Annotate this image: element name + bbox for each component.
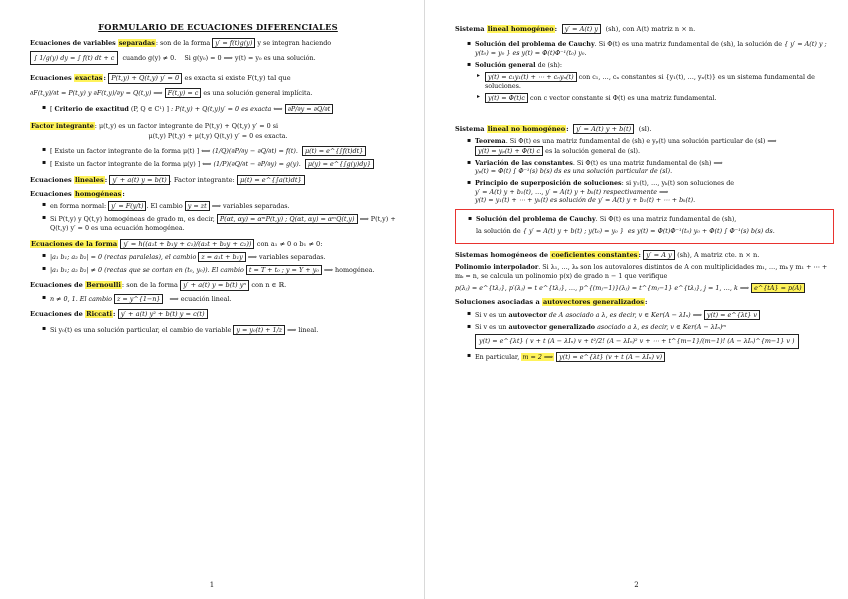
page-2 (425, 0, 848, 599)
form-parallel-box: z = a₁t + b₁y (198, 252, 245, 262)
highlighted-cauchy-box (455, 209, 834, 244)
form-crossing-box: t = T + t₀ ; y = Y + y₀ (246, 265, 322, 275)
riccati-change-box: y = y₀(t) + 1/z (233, 325, 285, 335)
generalized-eigenvector-solution: ▪ Si v es un autovector generalizado asociado a λ, es decir, v ∈ Ker(A − λIₙ)ᵐ y(t) = e^{λt} ( v + t (A − λIₙ) v + t²/2! (A − λIₙ)² v + ⋯ + t^{m−1}/(m−1)! (A − λIₙ)^{m−1} v ) (467, 323, 834, 349)
separable-integral-box: ∫ 1/g(y) dy = ∫ f(t) dt + c (30, 51, 118, 65)
page-number: 1 (209, 581, 215, 589)
particular-case-m2: ▪ En particular, m = 2 ⟹ y(t) = e^{λt} (v + t (A − λIₙ) v) (467, 352, 834, 362)
homogeneous-heading: Ecuaciones homogéneas: (30, 189, 125, 198)
riccati-form-box: y′ + a(t) y² + b(t) y = c(t) (118, 309, 208, 319)
document-title: FORMULARIO DE ECUACIONES DIFERENCIALES (98, 22, 338, 32)
generalized-eigenvectors-heading: Soluciones asociadas a autovectores generalizados: (455, 298, 648, 307)
constant-coefficients-box: y′ = A y (643, 250, 675, 260)
factor-case-y: ▪ [ Existe un factor integrante de la forma μ(y) ] ⟺ (1/P)(∂Q/∂t − ∂P/∂y) = g(y). μ(y) = e^{∫g(y)dy} (42, 159, 406, 169)
homogeneous-degree-m: ▪ Si P(t,y) y Q(t,y) homogéneas de grado m, es decir, P(αt, αy) = αᵐP(t,y) ; Q(αt, αy) = αᵐQ(t,y) ⟹ P(t,y) + Q(t,y) y′ = 0 es una ecuación homogénea. (42, 214, 406, 233)
riccati-change: ▪ Si y₀(t) es una solución particular, el cambio de variable y = y₀(t) + 1/z ⟹ lineal. (42, 325, 406, 335)
theorem-box: y(t) = yₚ(t) + Φ(t) c (475, 146, 543, 156)
variation-of-constants: ▪ Variación de las constantes. Si Φ(t) es una matriz fundamental de (sh) ⟹ yₚ(t) = Φ(t) ∫ Φ⁻¹(s) b(s) ds es una solución particular de (sl). (467, 159, 834, 176)
theorem: ▪ Teorema. Si Φ(t) es una matriz fundamental de (sh) e yₚ(t) una solución particular de (sl) ⟹ y(t) = yₚ(t) + Φ(t) c es la solución general de (sl). (467, 137, 834, 156)
factor-case-t: ▪ [ Existe un factor integrante de la forma μ(t) ] ⟺ (1/Q)(∂P/∂y − ∂Q/∂t) = f(t). μ(t) = e^{∫f(t)dt} (42, 146, 406, 156)
particular-case-box: y(t) = e^{λt} (v + t (A − λIₙ) v) (556, 352, 665, 362)
exact-condition-line: ∂F(t,y)/∂t = P(t,y) y ∂F(t,y)/∂y = Q(t,y) ⟹ F(t,y) = c es una solución general implícita. (30, 88, 313, 97)
integrating-factor-highlight: Factor integrante (31, 121, 94, 130)
exact-form-box: P(t,y) + Q(t,y) y′ = 0 (108, 73, 182, 83)
form-parallel-case: ▪ |a₁ b₁; a₂ b₂| = 0 (rectas paralelas), el cambio z = a₁t + b₁y ⟹ variables separadas. (42, 252, 406, 262)
form-box: y′ = h((a₁t + b₁y + c₁)/(a₂t + b₂y + c₂)) (120, 239, 254, 249)
integrating-factor-condition: μ(t,y) P(t,y) + μ(t,y) Q(t,y) y′ = 0 es exacta. (148, 132, 288, 141)
separable-form-box: y′ = f(t)g(y) (212, 38, 255, 48)
linear-heading: Ecuaciones lineales: y′ + a(t) y = b(t) . Factor integrante: μ(t) = e^{∫a(t)dt} (30, 175, 406, 185)
bernoulli-change-box: z = y^{1−n} (114, 294, 163, 304)
bernoulli-form-box: y′ + a(t) y = b(t) yⁿ (180, 280, 249, 290)
eigenvector-box: y(t) = e^{λt} v (704, 310, 760, 320)
general-solution-box: y(t) = c₁y₁(t) + ⋯ + cₙyₙ(t) (485, 72, 577, 82)
eigenvector-solution: ▪ Si v es un autovector de A asociado a λ, es decir, v ∈ Ker(A − λIₙ) ⟹ y(t) = e^{λt} v (467, 310, 834, 320)
form-crossing-case: ▪ |a₁ b₁; a₂ b₂| ≠ 0 (rectas que se cortan en (t₀, y₀)). El cambio t = T + t₀ ; y = Y + y₀ ⟹ homogénea. (42, 265, 406, 275)
bernoulli-change: ▪ n ≠ 0, 1. El cambio z = y^{1−n} ⟹ ecuación lineal. (42, 294, 406, 304)
homogeneous-degree-box: P(αt, αy) = αᵐP(t,y) ; Q(αt, αy) = αᵐQ(t,y) (217, 214, 358, 224)
criterion-box: ∂P/∂y = ∂Q/∂t (285, 104, 334, 114)
interpolating-equations: p(λⱼ) = e^{tλⱼ}, p′(λⱼ) = t e^{tλⱼ}, …, p^{(mⱼ−1)}(λⱼ) = t^{mⱼ−1} e^{tλⱼ}, j = 1, …, k ⟹ e^{tA} = p(A) (455, 283, 834, 293)
homogeneous-normal-form: ▪ en forma normal: y′ = F(y/t) . El cambio y = zt ⟹ variables separadas. (42, 201, 406, 211)
homogeneous-system-box: y′ = A(t) y (562, 24, 601, 34)
integrating-factor-section: Factor integrante: μ(t,y) es un factor integrante de P(t,y) + Q(t,y) y′ = 0 si (31, 121, 279, 130)
exponential-matrix-box: e^{tA} = p(A) (751, 283, 805, 293)
separable-section: Ecuaciones de variables separadas: son de la forma y′ = f(t)g(y) y se integran haciendo (30, 39, 332, 47)
bernoulli-heading: Ecuaciones de Bernoulli: son de la forma y′ + a(t) y = b(t) yⁿ con n ∈ ℝ. (30, 281, 287, 290)
factor-y-box: μ(y) = e^{∫g(y)dy} (305, 159, 374, 169)
general-solution-fundamental-matrix: ▸ y(t) = Φ(t)c con c vector constante si Φ(t) es una matriz fundamental. (477, 93, 834, 103)
cauchy-nonhomogeneous-solution: la solución de { y′ = A(t) y + b(t) ; y(t₀) = y₀ } es y(t) = Φ(t)Φ⁻¹(t₀) y₀ + Φ(t) ∫ Φ⁻¹(s) b(s) ds. (476, 226, 775, 235)
exact-heading: Ecuaciones exactas: P(t,y) + Q(t,y) y′ = 0 es exacta si existe F(t,y) tal que (30, 74, 291, 83)
exact-solution-box: F(t,y) = c (165, 88, 202, 98)
homogeneous-system-heading: Sistema lineal homogéneo: y′ = A(t) y (sh), con A(t) matriz n × n. (455, 25, 696, 33)
cauchy-homogeneous: ▪ Solución del problema de Cauchy. Si Φ(t) es una matriz fundamental de (sh), la solución de { y′ = A(t) y ; y(t₀) = y₀ } es y(t) = Φ(t)Φ⁻¹(t₀) y₀. (467, 40, 834, 57)
interpolating-polynomial: Polinomio interpolador. Si λ₁, …, λₖ son los autovalores distintos de A con multiplicidades m₁, …, mₖ y m₁ + ⋯ + mₖ = n, se calcula un polinomio p(x) de grado n − 1 que verifique (455, 263, 828, 280)
superposition-principle: ▪ Principio de superposición de soluciones: si y₁(t), …, yₖ(t) son soluciones de y′ = A(t) y + b₁(t), …, y′ = A(t) y + bₖ(t) respectivamente ⟹ y(t) = y₁(t) + ⋯ + yₖ(t) es solución de y′ = A(t) y + b₁(t) + ⋯ + bₖ(t). (467, 179, 834, 205)
separable-integral-line: ∫ 1/g(y) dy = ∫ f(t) dt + c cuando g(y) ≠ 0. Si g(y₀) = 0 ⟹ y(t) = y₀ es una solución. (30, 51, 406, 65)
exactness-criterion: ▪ [ Criterio de exactitud (P, Q ∈ C¹) ] : P(t,y) + Q(t,y)y′ = 0 es exacta ⟺ ∂P/∂y = ∂Q/∂t (42, 104, 406, 114)
constant-coefficients-heading: Sistemas homogéneos de coeficientes constantes: y′ = A y (sh), A matriz cte. n × n. (455, 250, 760, 259)
general-solution-fundamental-system: ▸ y(t) = c₁y₁(t) + ⋯ + cₙyₙ(t) con c₁, …, cₙ constantes si {y₁(t), …, yₙ(t)} es un sistema fundamental de soluciones. (477, 72, 834, 91)
linear-form-box: y′ + a(t) y = b(t) (109, 175, 169, 185)
generalized-eigenvector-box: y(t) = e^{λt} ( v + t (A − λIₙ) v + t²/2! (A − λIₙ)² v + ⋯ + t^{m−1}/(m−1)! (A − λIₙ)^{m−1} v ) (475, 334, 799, 349)
linear-factor-box: μ(t) = e^{∫a(t)dt} (237, 175, 305, 185)
page-number: 2 (634, 581, 639, 589)
riccati-heading: Ecuaciones de Riccati: y′ + a(t) y² + b(t) y = c(t) (30, 309, 406, 319)
general-solution: ▪ Solución general de (sh): (467, 61, 834, 70)
cauchy-nonhomogeneous: ▪ Solución del problema de Cauchy. Si Φ(t) es una matriz fundamental de (sh), (468, 215, 827, 224)
homogeneous-form-box: y′ = F(y/t) (108, 201, 146, 211)
nonhomogeneous-system-heading: Sistema lineal no homogéneo: y′ = A(t) y + b(t) (sl). (455, 124, 652, 133)
nonhomogeneous-system-box: y′ = A(t) y + b(t) (573, 124, 634, 134)
form-heading: Ecuaciones de la forma y′ = h((a₁t + b₁y + c₁)/(a₂t + b₂y + c₂)) con a₁ ≠ 0 o b₁ ≠ 0: (31, 240, 323, 249)
separable-highlight: separadas (118, 39, 155, 47)
factor-t-box: μ(t) = e^{∫f(t)dt} (302, 146, 366, 156)
homogeneous-change-box: y = zt (185, 201, 210, 211)
separable-heading: Ecuaciones de variables (30, 39, 116, 47)
fundamental-matrix-box: y(t) = Φ(t)c (485, 93, 528, 103)
